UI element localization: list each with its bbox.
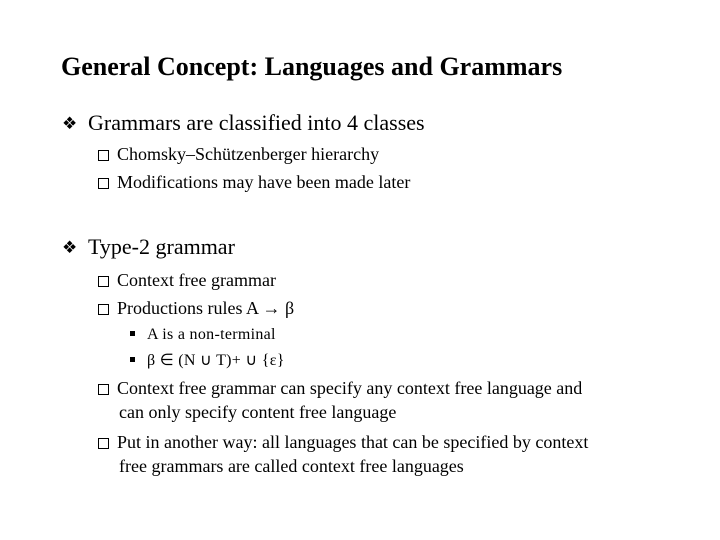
square-bullet-icon [98, 384, 109, 395]
list-item: Chomsky–Schützenberger hierarchy [98, 142, 379, 166]
list-item: Context free grammar [98, 268, 276, 292]
sub-list-item: A is a non-terminal [130, 326, 276, 344]
small-square-bullet-icon [130, 357, 135, 362]
square-bullet-icon [98, 178, 109, 189]
diamond-bullet-icon: ❖ [62, 238, 78, 257]
square-bullet-icon [98, 304, 109, 315]
sub-list-item: β ∈ (N ∪ T)+ ∪ {ε} [130, 350, 285, 370]
list-item: Context free grammar can specify any context free language and can only specify content free language [98, 376, 698, 424]
square-bullet-icon [98, 438, 109, 449]
square-bullet-icon [98, 276, 109, 287]
list-item: Productions rules A → β [98, 296, 294, 320]
slide-title: General Concept: Languages and Grammars [61, 52, 563, 81]
square-bullet-icon [98, 150, 109, 161]
section-2-heading-row [62, 234, 235, 260]
section-1-heading: Grammars are classified into 4 classes [88, 110, 425, 135]
section-2-heading: Type-2 grammar [88, 234, 235, 259]
list-item: Put in another way: all languages that can be specified by context free grammars are called context free languages [98, 430, 698, 478]
list-item: Modifications may have been made later [98, 170, 410, 194]
section-1-heading-row [62, 110, 425, 136]
small-square-bullet-icon [130, 331, 135, 336]
diamond-bullet-icon: ❖ [62, 114, 78, 133]
